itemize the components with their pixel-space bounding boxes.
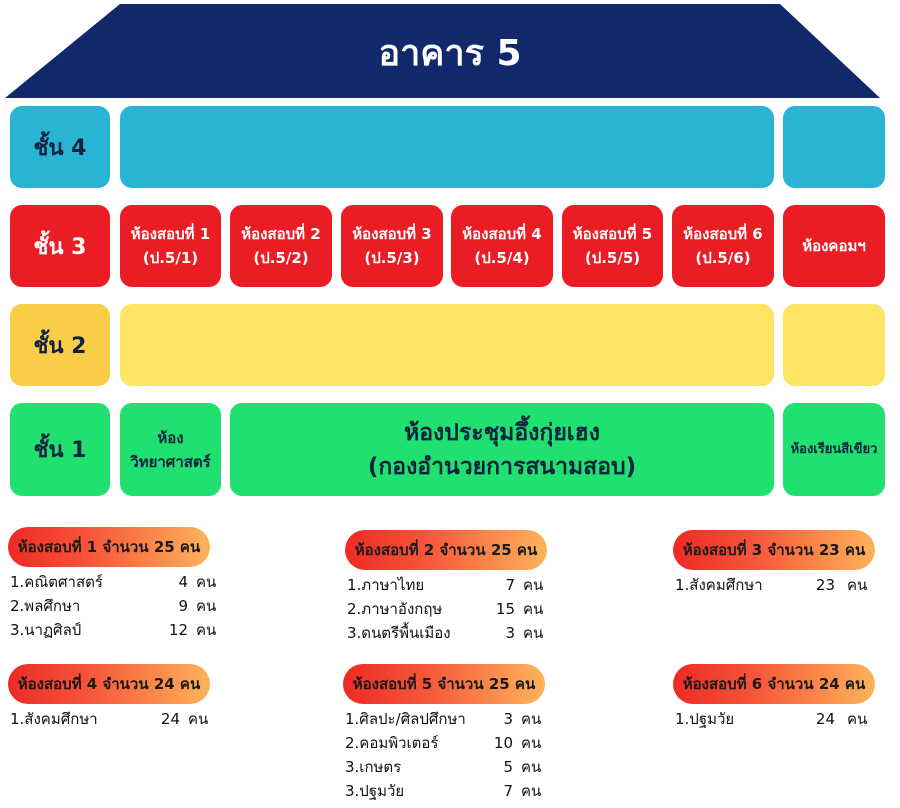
- subject-unit: คน: [521, 782, 542, 800]
- list-item: [675, 573, 885, 597]
- exam-room-6-class: (ป.5/6): [695, 249, 751, 267]
- subject-unit: คน: [196, 621, 217, 639]
- list-item: [345, 707, 555, 731]
- subject-unit: คน: [188, 710, 209, 728]
- exam-room-2-summary-badge: ห้องสอบที่ 2 จำนวน 25 คน: [345, 530, 547, 570]
- list-item: [347, 597, 557, 621]
- science-room-line1: ห้อง: [157, 428, 184, 447]
- exam-room-1-summary-badge: ห้องสอบที่ 1 จำนวน 25 คน: [8, 527, 210, 567]
- subject-count: 23: [815, 576, 835, 594]
- subject-name: 1.สังคมศึกษา: [10, 710, 98, 728]
- exam-room-5-class: (ป.5/5): [584, 249, 641, 267]
- exam-room-3-summary-badge: ห้องสอบที่ 3 จำนวน 23 คน: [673, 530, 875, 570]
- exam-room-5-box: [562, 205, 663, 287]
- floor-2-label: ชั้น 2: [10, 304, 110, 386]
- floor-1-label: ชั้น 1: [10, 403, 110, 496]
- subject-unit: คน: [523, 576, 544, 594]
- subject-unit: คน: [196, 573, 217, 591]
- exam-room-1-box: [120, 205, 221, 287]
- subject-unit: คน: [523, 600, 544, 618]
- exam-room-1-name: ห้องสอบที่ 1: [130, 225, 211, 243]
- list-item: [10, 618, 220, 642]
- floor-4-label: ชั้น 4: [10, 106, 110, 188]
- floor-4-main-area: [120, 106, 774, 188]
- exam-room-3-class: (ป.5/3): [364, 249, 420, 267]
- exam-room-3-box: [341, 205, 443, 287]
- subject-name: 2.ภาษาอังกฤษ: [347, 600, 443, 618]
- exam-room-2-box: [230, 205, 332, 287]
- subject-name: 2.พลศึกษา: [10, 597, 81, 615]
- list-item: [675, 707, 885, 731]
- list-item: [10, 707, 220, 731]
- list-item: [10, 594, 220, 618]
- exam-room-3-name: ห้องสอบที่ 3: [352, 225, 432, 243]
- list-item: [345, 755, 555, 779]
- subject-count: 3: [505, 624, 515, 642]
- floor-2-side-area: [783, 304, 885, 386]
- science-room-line2: วิทยาศาสตร์: [130, 452, 211, 471]
- list-item: [345, 779, 555, 803]
- subject-count: 7: [505, 576, 515, 594]
- floor-2-main-area: [120, 304, 774, 386]
- subject-name: 3.ปฐมวัย: [345, 782, 405, 800]
- green-room-name: ห้องเรียนสีเขียว: [790, 441, 878, 457]
- subject-unit: คน: [521, 758, 542, 776]
- exam-room-4-class: (ป.5/4): [474, 249, 530, 267]
- subject-unit: คน: [847, 576, 868, 594]
- exam-room-6-name: ห้องสอบที่ 6: [683, 225, 763, 243]
- computer-room-box: [783, 205, 885, 287]
- building-title: อาคาร 5: [378, 33, 522, 74]
- subject-name: 2.คอมพิวเตอร์: [345, 734, 439, 752]
- subject-count: 4: [178, 573, 188, 591]
- subject-unit: คน: [521, 710, 542, 728]
- science-room-box: [120, 403, 221, 496]
- green-room-box: [783, 403, 885, 496]
- subject-count: 12: [168, 621, 188, 639]
- exam-room-4-name: ห้องสอบที่ 4: [462, 225, 542, 243]
- subject-count: 9: [178, 597, 188, 615]
- subject-count: 5: [503, 758, 513, 776]
- subject-count: 15: [495, 600, 515, 618]
- meeting-room-box: [230, 403, 774, 496]
- floor-4-side-area: [783, 106, 885, 188]
- exam-room-5-name: ห้องสอบที่ 5: [572, 225, 653, 243]
- subject-unit: คน: [523, 624, 544, 642]
- subject-count: 24: [815, 710, 835, 728]
- exam-room-6-summary-badge: ห้องสอบที่ 6 จำนวน 24 คน: [673, 664, 875, 704]
- subject-name: 1.สังคมศึกษา: [675, 576, 763, 594]
- subject-name: 3.เกษตร: [345, 758, 402, 776]
- exam-room-2-name: ห้องสอบที่ 2: [241, 225, 321, 243]
- exam-room-4-box: [451, 205, 553, 287]
- subject-unit: คน: [521, 734, 542, 752]
- exam-room-6-box: [672, 205, 774, 287]
- subject-name: 1.คณิตศาสตร์: [10, 573, 103, 591]
- computer-room-name: ห้องคอมฯ: [802, 237, 866, 255]
- exam-room-1-class: (ป.5/1): [142, 249, 199, 267]
- subject-count: 10: [493, 734, 513, 752]
- subject-name: 3.นาฏศิลป์: [10, 621, 82, 639]
- exam-room-4-summary-badge: ห้องสอบที่ 4 จำนวน 24 คน: [8, 664, 210, 704]
- exam-room-2-class: (ป.5/2): [253, 249, 309, 267]
- exam-room-5-summary-badge: ห้องสอบที่ 5 จำนวน 25 คน: [343, 664, 545, 704]
- subject-name: 1.ปฐมวัย: [675, 710, 735, 728]
- subject-unit: คน: [847, 710, 868, 728]
- meeting-room-subtitle: (กองอำนวยการสนามสอบ): [367, 453, 637, 480]
- list-item: [10, 570, 220, 594]
- subject-unit: คน: [196, 597, 217, 615]
- subject-count: 7: [503, 782, 513, 800]
- floor-3-label: ชั้น 3: [10, 205, 110, 287]
- subject-name: 1.ศิลปะ/ศิลปศึกษา: [345, 710, 466, 728]
- list-item: [347, 573, 557, 597]
- subject-name: 1.ภาษาไทย: [347, 576, 425, 594]
- meeting-room-name: ห้องประชุมอึ้งกุ่ยเฮง: [404, 419, 600, 446]
- list-item: [345, 731, 555, 755]
- subject-name: 3.ดนตรีพื้นเมือง: [347, 624, 451, 642]
- list-item: [347, 621, 557, 645]
- subject-count: 3: [503, 710, 513, 728]
- subject-count: 24: [160, 710, 180, 728]
